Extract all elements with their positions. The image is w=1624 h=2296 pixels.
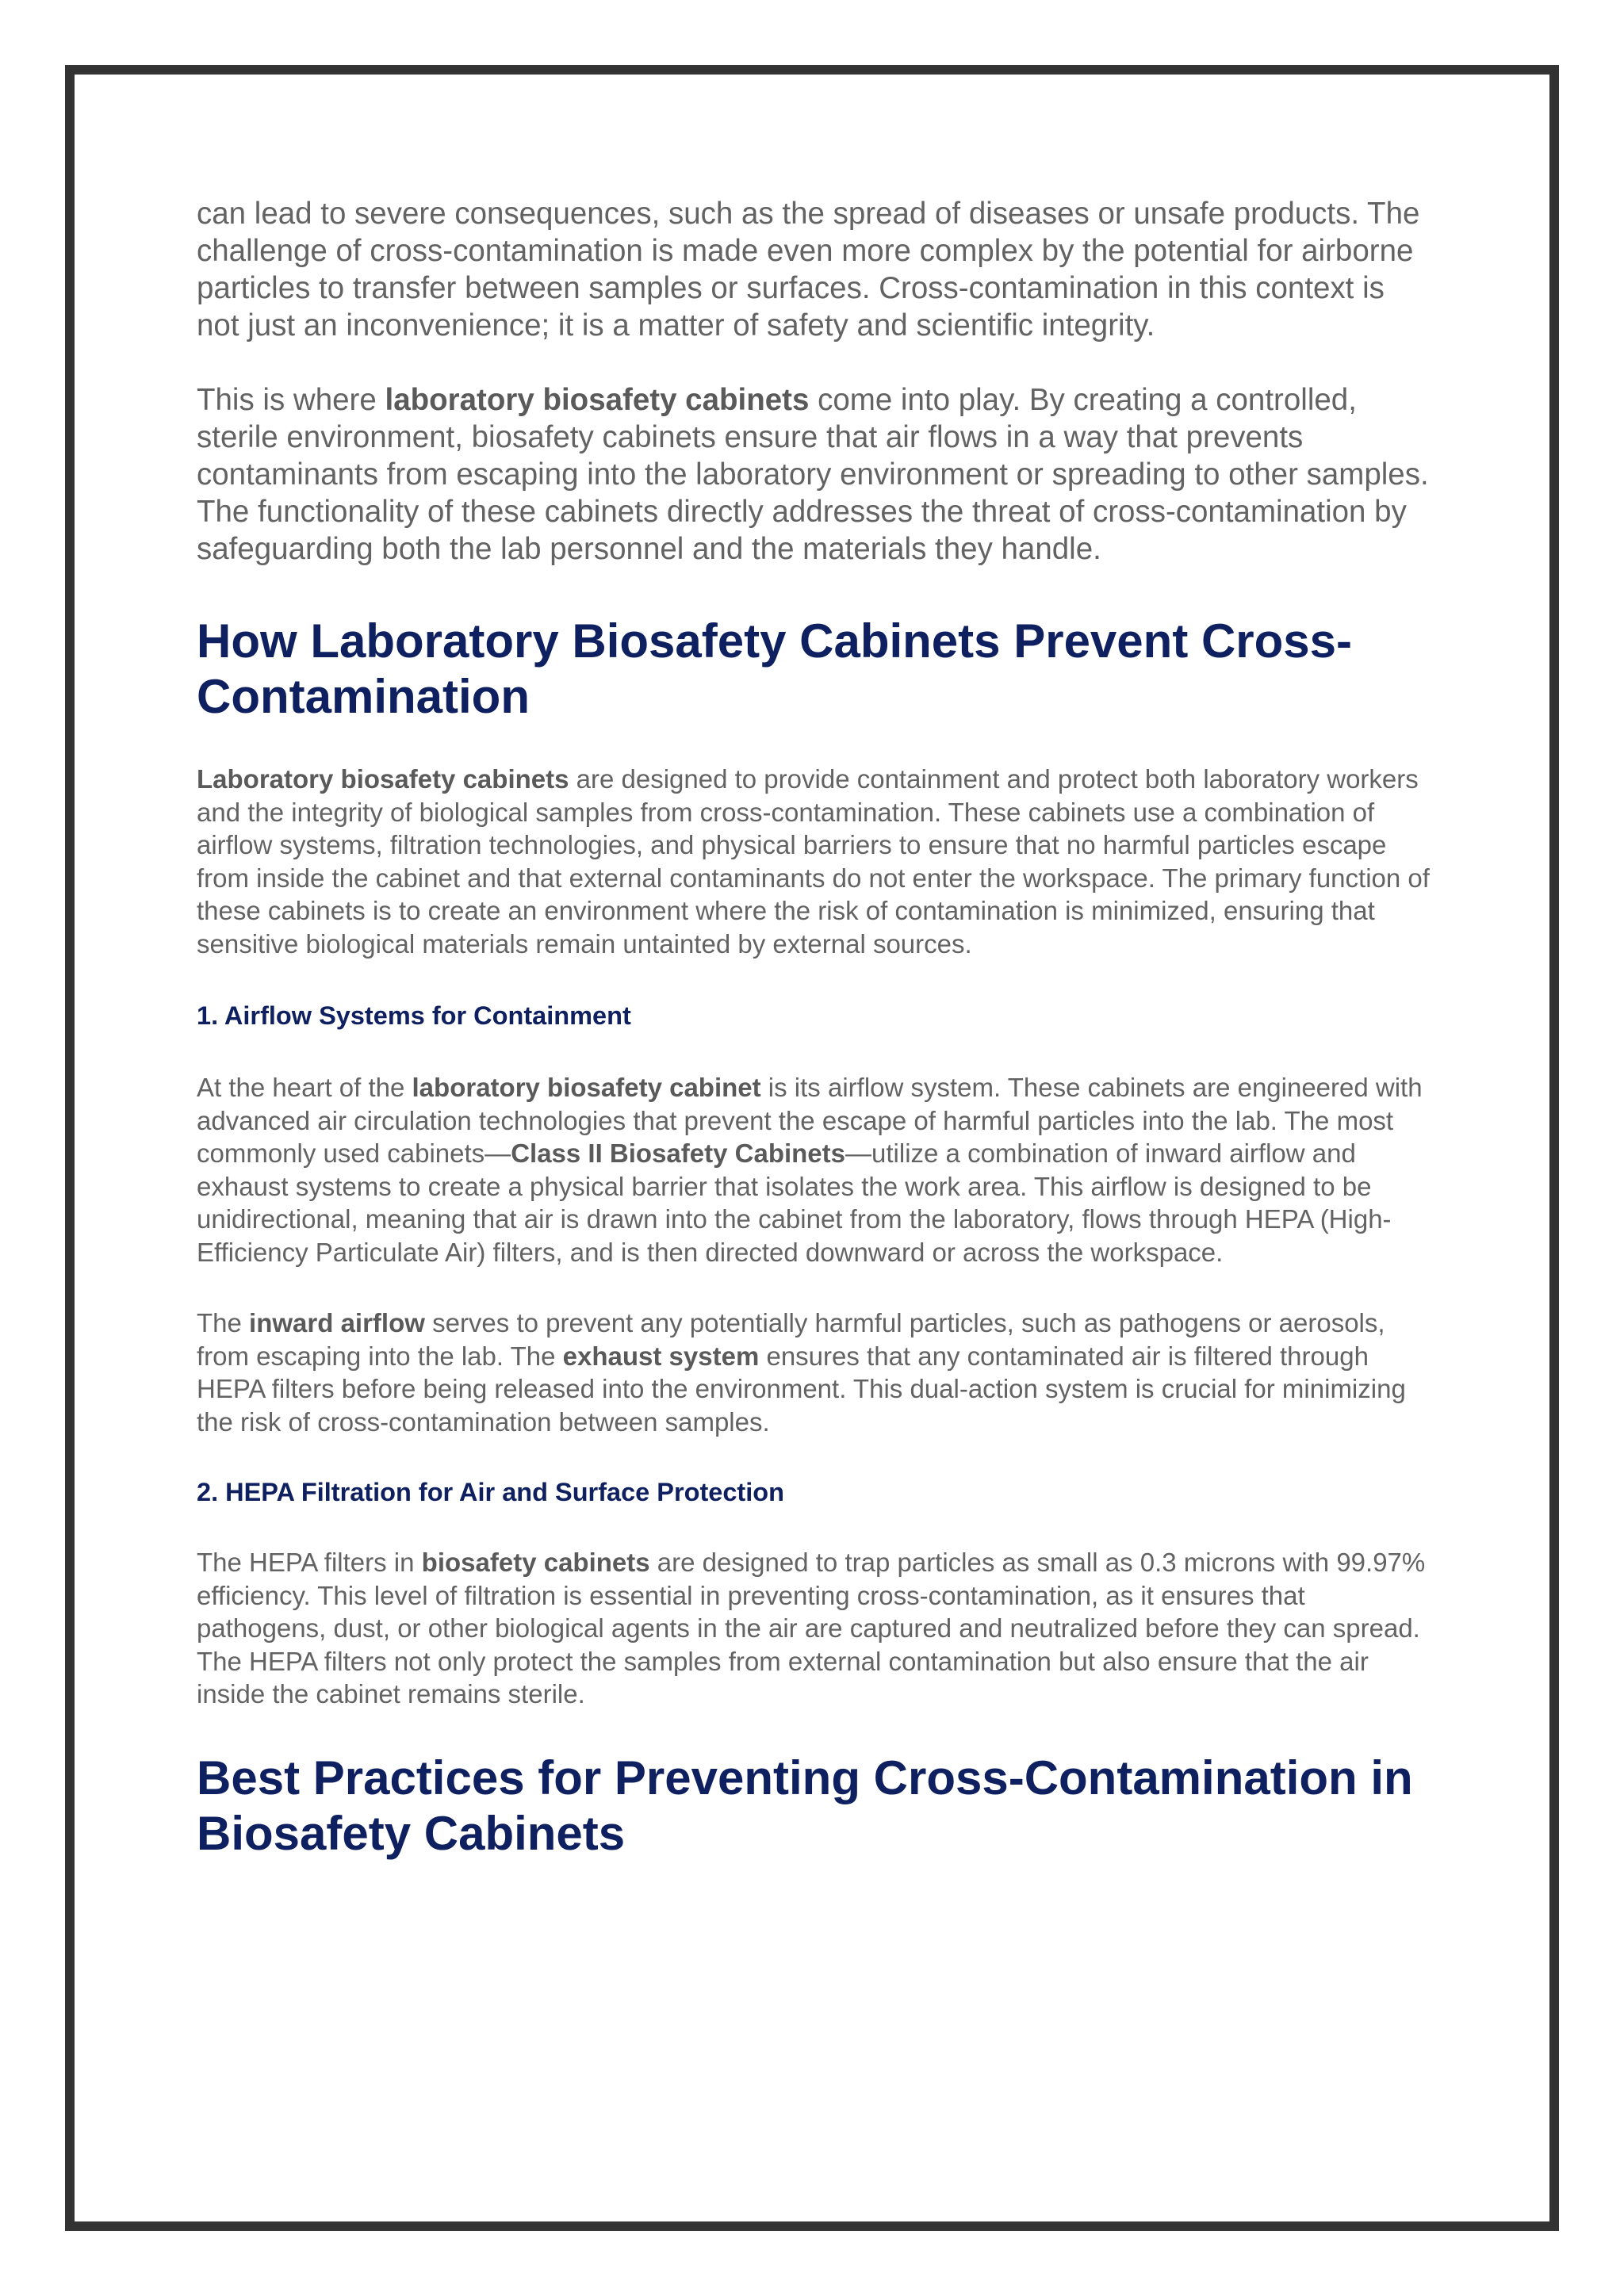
paragraph-airflow-system: At the heart of the laboratory biosafety cabinet is its airflow system. These cabinets are engineered with advanced air circulation technologies that prevent the escape of harmful particles into the lab. The most commonly used cabinets—Class II Biosafety Cabinets—utilize a combination of inward airflow and exhaust systems to create a physical barrier that isolates the work area. This airflow is designed to be unidirectional, meaning that air is drawn into the cabinet from the laboratory, flows through HEPA (High-Efficiency Particulate Air) filters, and is then directed downward or across the workspace. (197, 1073, 1423, 1267)
subheading-hepa-filtration: 2. HEPA Filtration for Air and Surface Protection (197, 1478, 784, 1506)
paragraph-biosafety-cabinets-intro: This is where laboratory biosafety cabinets come into play. By creating a controlled, sterile environment, biosafety cabinets ensure that air flows in a way that prevents contaminants from escaping into the laboratory environment or spreading to other samples. The functionality of these cabinets directly addresses the threat of cross-contamination by safeguarding both the lab personnel and the materials they handle. (197, 383, 1429, 566)
paragraph-cabinet-design: Laboratory biosafety cabinets are designed to provide containment and protect both laboratory workers and the integrity of biological samples from cross-contamination. These cabinets use a combination of airflow systems, filtration technologies, and physical barriers to ensure that no harmful particles escape from inside the cabinet and that external contaminants do not enter the workspace. The primary function of these cabinets is to create an environment where the risk of contamination is minimized, ensuring that sensitive biological materials remain untainted by external sources. (197, 764, 1430, 959)
document-body (197, 195, 1434, 1862)
subheading-airflow-systems: 1. Airflow Systems for Containment (197, 1001, 631, 1030)
paragraph-hepa-filters: The HEPA filters in biosafety cabinets are designed to trap particles as small as 0.3 microns with 99.97% efficiency. This level of filtration is essential in preventing cross-contamination, as it ensures that pathogens, dust, or other biological agents in the air are captured and neutralized before they can spread. The HEPA filters not only protect the samples from external contamination but also ensure that the air inside the cabinet remains sterile. (197, 1548, 1426, 1709)
paragraph-intro-continued: can lead to severe consequences, such as the spread of diseases or unsafe products. The challenge of cross-contamination is made even more complex by the potential for airborne particles to transfer between samples or surfaces. Cross-contamination in this context is not just an inconvenience; it is a matter of safety and scientific integrity. (197, 197, 1420, 342)
section-heading-prevent-cross-contamination: How Laboratory Biosafety Cabinets Prevent Cross-Contamination (197, 614, 1353, 723)
section-heading-best-practices: Best Practices for Preventing Cross-Contamination in Biosafety Cabinets (197, 1751, 1413, 1860)
paragraph-inward-airflow: The inward airflow serves to prevent any potentially harmful particles, such as pathogens or aerosols, from escaping into the lab. The exhaust system ensures that any contaminated air is filtered through HEPA filters before being released into the environment. This dual-action system is crucial for minimizing the risk of cross-contamination between samples. (197, 1308, 1406, 1437)
